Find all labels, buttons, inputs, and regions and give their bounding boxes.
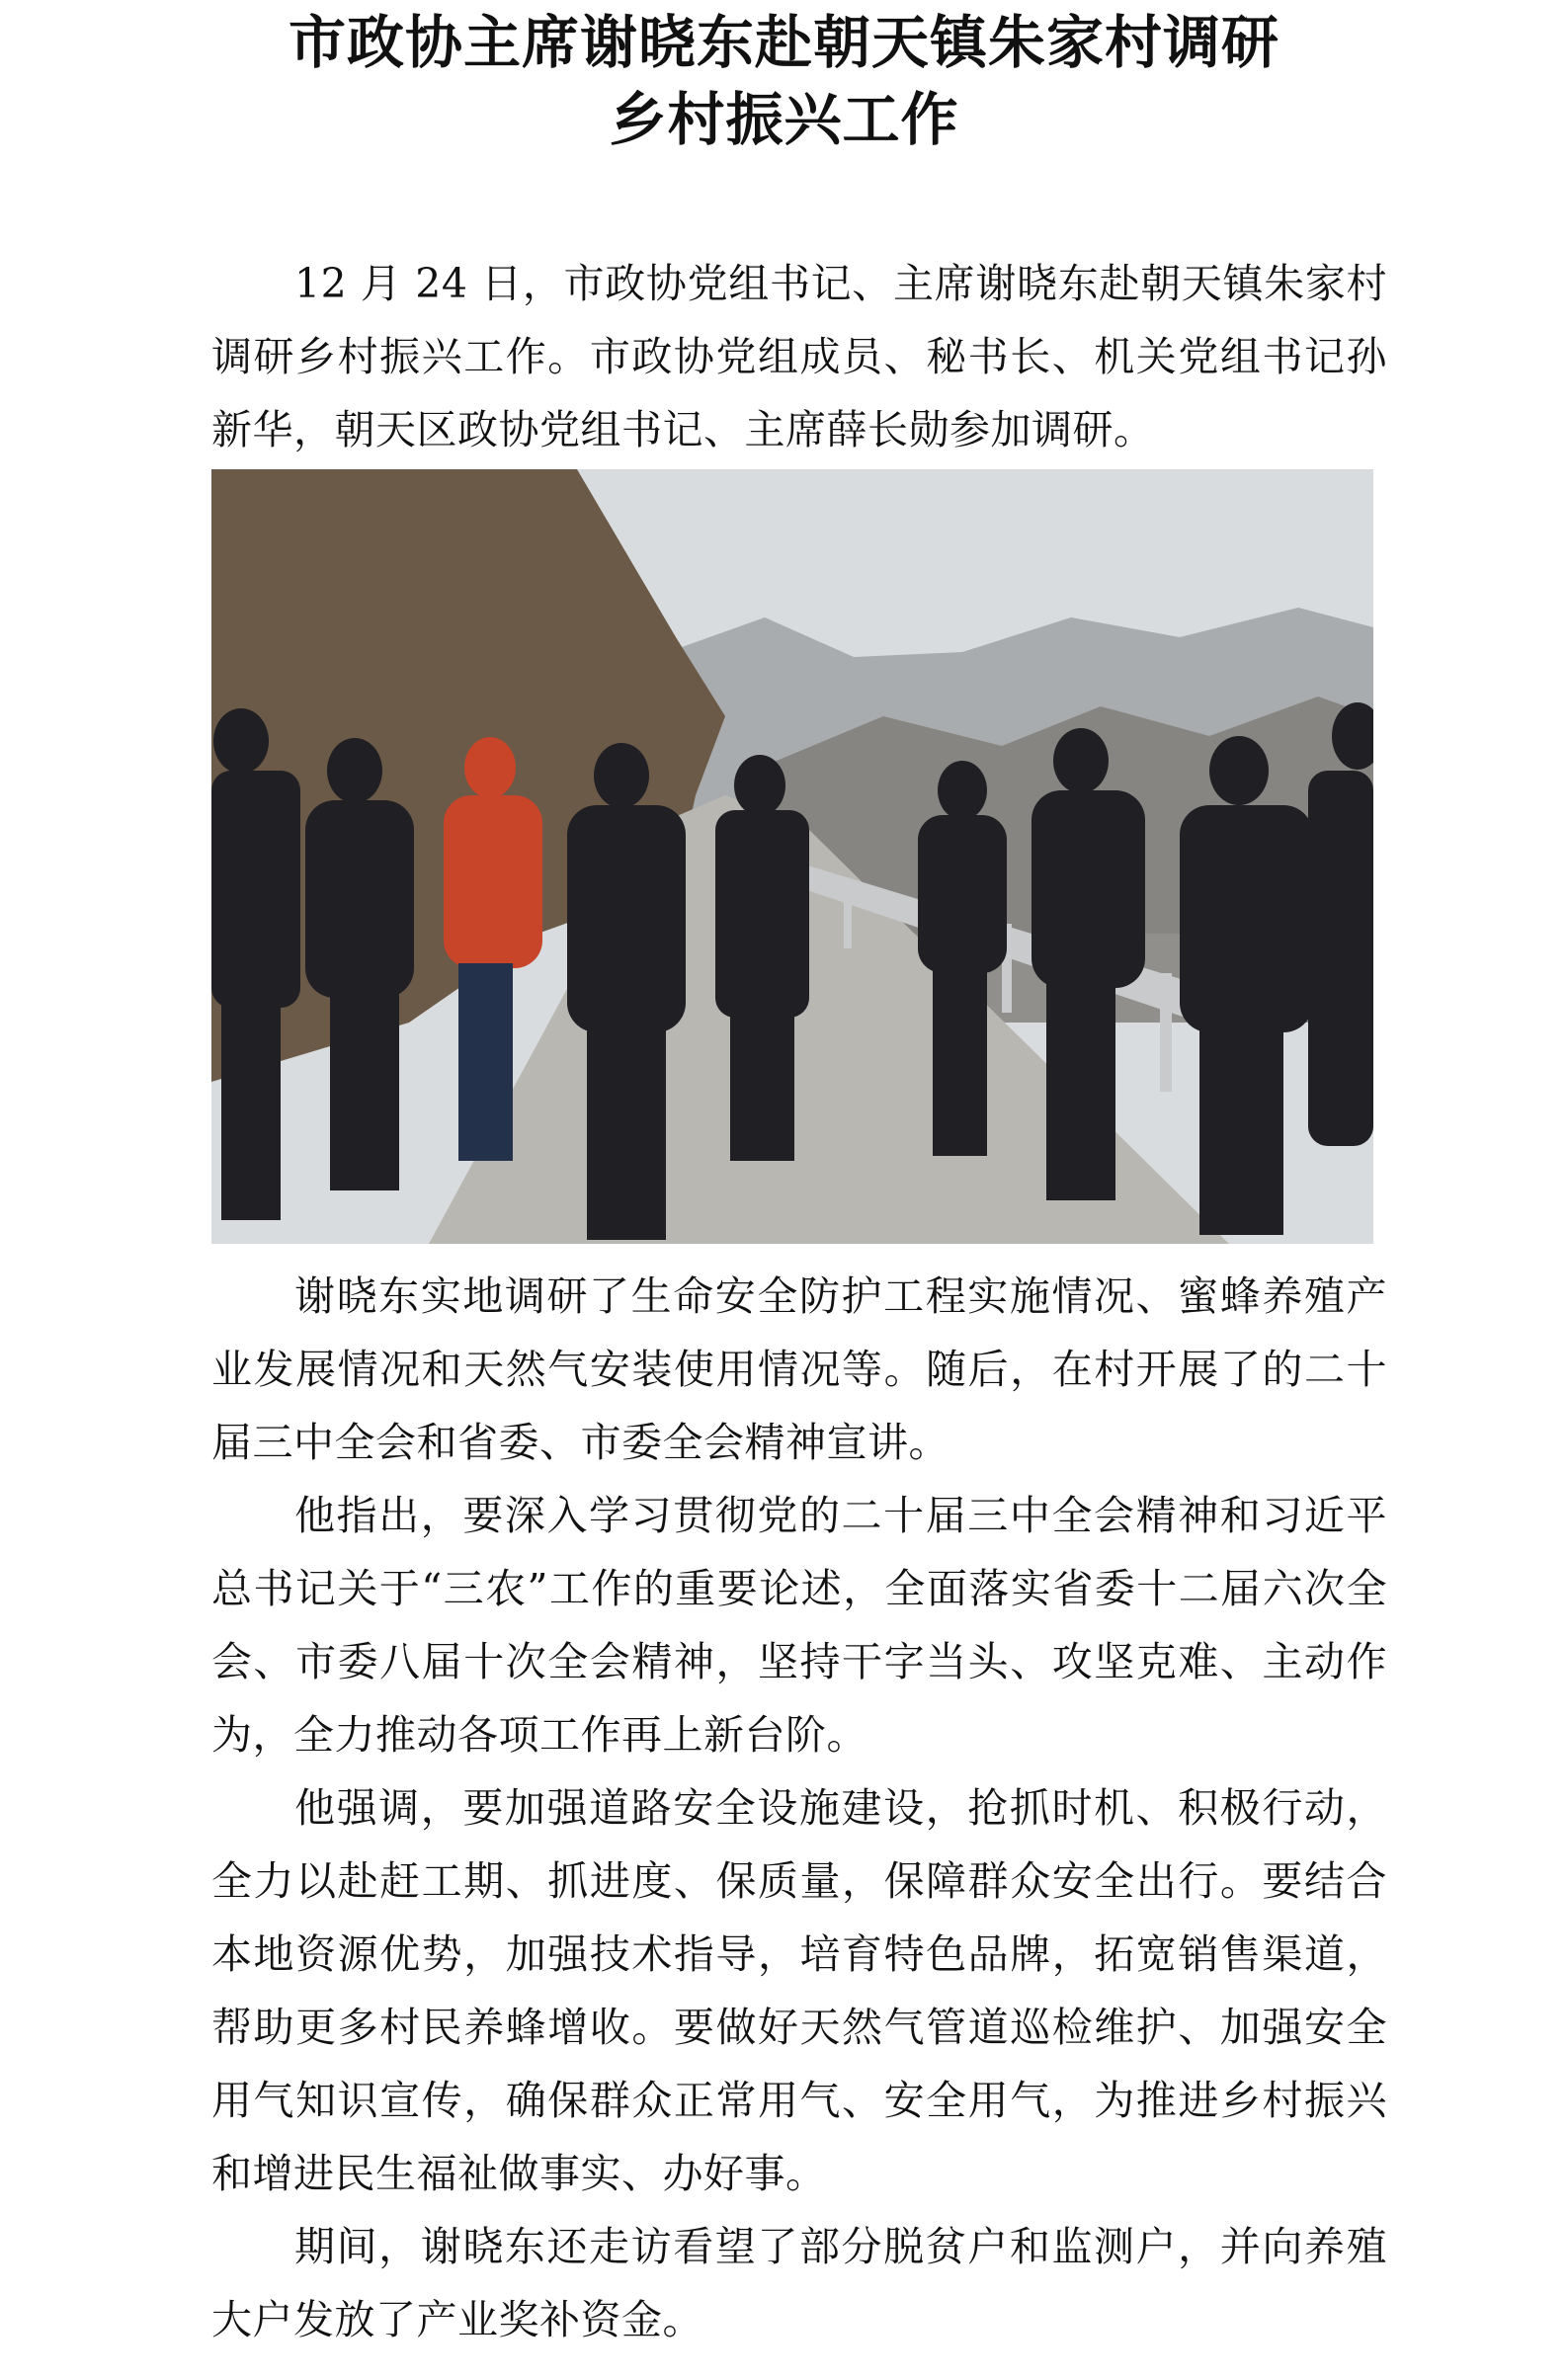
paragraph-1: 12 月 24 日，市政协党组书记、主席谢晓东赴朝天镇朱家村调研乡村振兴工作。市政协党组成员、秘书长、机关党组书记孙新华，朝天区政协党组书记、主席薛长勋参加调研。	[211, 260, 1387, 453]
main-body	[211, 1260, 1387, 2356]
article-photo	[211, 469, 1373, 1244]
photo-illustration	[211, 469, 1373, 1244]
paragraph-2: 谢晓东实地调研了生命安全防护工程实施情况、蜜蜂养殖产业发展情况和天然气安装使用情况等。随后，在村开展了的二十届三中全会和省委、市委全会精神宣讲。	[211, 1272, 1387, 1466]
intro-block	[211, 247, 1387, 466]
article-title-line-2: 乡村振兴工作	[609, 86, 959, 153]
paragraph-5: 期间，谢晓东还走访看望了部分脱贫户和监测户，并向养殖大户发放了产业奖补资金。	[211, 2223, 1387, 2343]
paragraph-4: 他强调，要加强道路安全设施建设，抢抓时机、积极行动，全力以赴赶工期、抓进度、保质量，保障群众安全出行。要结合本地资源优势，加强技术指导，培育特色品牌，拓宽销售渠道，帮助更多村民养蜂增收。要做好天然气管道巡检维护、加强安全用气知识宣传，确保群众正常用气、安全用气，为推进乡村振兴和增进民生福祉做事实、办好事。	[211, 1784, 1387, 2197]
paragraph-3: 他指出，要深入学习贯彻党的二十届三中全会精神和习近平总书记关于“三农”工作的重要论述，全面落实省委十二届六次全会、市委八届十次全会精神，坚持干字当头、攻坚克难、主动作为，全力推动各项工作再上新台阶。	[211, 1492, 1387, 1759]
article-title	[0, 0, 1568, 158]
article-title-line-1: 市政协主席谢晓东赴朝天镇朱家村调研	[288, 9, 1279, 76]
